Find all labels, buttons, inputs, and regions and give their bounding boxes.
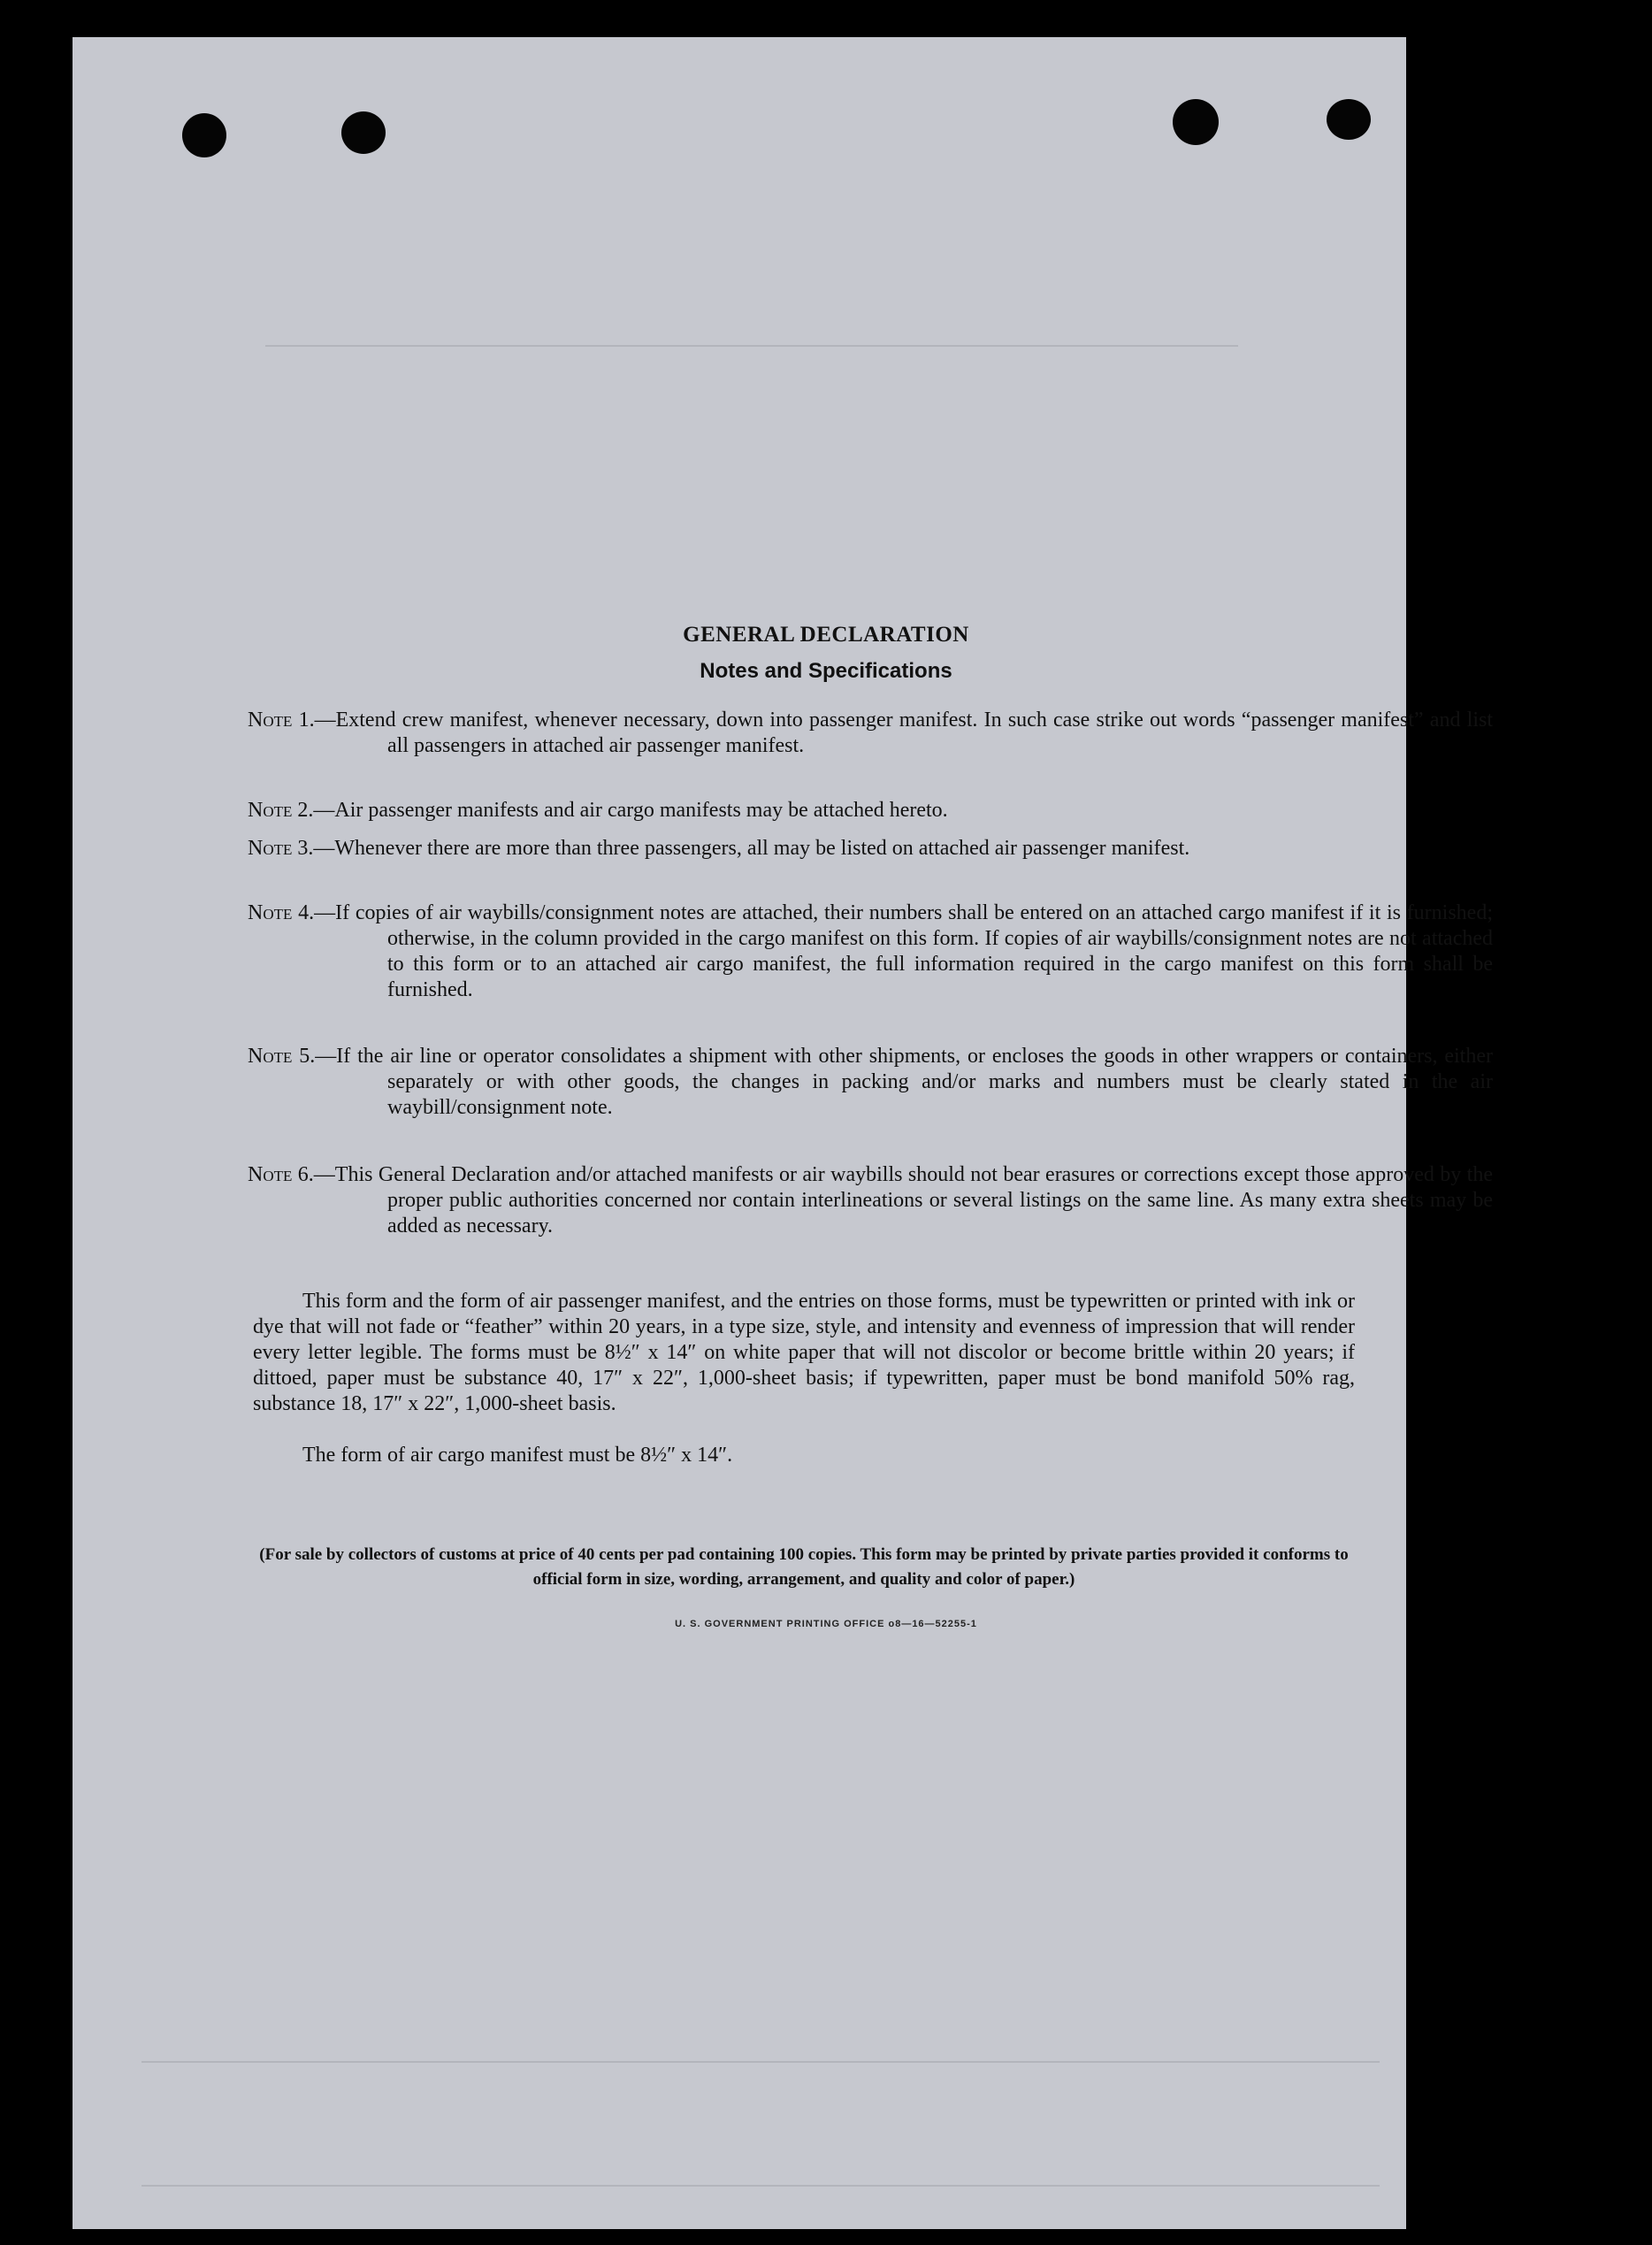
note-1-label: Note 1. bbox=[248, 709, 315, 732]
declaration-subtitle: Notes and Specifications bbox=[700, 659, 952, 683]
note-5-label: Note 5. bbox=[248, 1045, 316, 1068]
note-3-label: Note 3. bbox=[248, 837, 314, 860]
sale-note: (For sale by collectors of customs at price of 40 cents per pad containing 100 copies. This form may be printed by private parties provided it conforms to official form in size, wording, arrangement, and quality and color of paper.) bbox=[259, 1545, 1349, 1589]
note-1-text: —Extend crew manifest, whenever necessary, down into passenger manifest. In such case strike out words “passenger manifest” and list all passengers in attached air passenger manifest. bbox=[314, 709, 1493, 757]
bleed-through-line bbox=[141, 2061, 1380, 2063]
form-specification-paragraph: This form and the form of air passenger manifest, and the entries on those forms, must be typewritten or printed with ink or dye that will not fade or “feather” within 20 years, in a type size, style, and intensity and evenness of impression that will render every letter legible. The forms must be 8½″ x 14″ on white paper that will not discolor or become brittle within 20 years; if dittoed, paper must be substance 40, 17″ x 22″, 1,000-sheet basis; if typewritten, paper must be bond manifold 50% rag, substance 18, 17″ x 22″, 1,000-sheet basis. bbox=[253, 1290, 1355, 1415]
punch-hole-4 bbox=[1327, 99, 1371, 140]
printing-office-imprint: U. S. GOVERNMENT PRINTING OFFICE o8—16—52255-1 bbox=[675, 1619, 977, 1629]
note-2-label: Note 2. bbox=[248, 799, 314, 822]
note-6 bbox=[248, 1162, 1493, 1239]
punch-hole-1 bbox=[182, 113, 226, 157]
note-5-text: —If the air line or operator consolidates a shipment with other shipments, or encloses the goods in other wrappers or containers, either separately or with other goods, the changes in packing and/or marks and numbers must be clearly stated in the air waybill/consignment note. bbox=[315, 1045, 1493, 1119]
note-6-text: —This General Declaration and/or attached manifests or air waybills should not bear erasures or corrections except those approved by the proper public authorities concerned nor contain interlineations or several listings on the same line. As many extra sheets may be added as necessary. bbox=[313, 1163, 1494, 1237]
document-sheet bbox=[73, 37, 1406, 2229]
punch-hole-2 bbox=[341, 111, 386, 154]
bleed-through-line bbox=[265, 345, 1238, 347]
note-4-label: Note 4. bbox=[248, 901, 315, 924]
note-5 bbox=[248, 1044, 1493, 1121]
note-4-text: —If copies of air waybills/consignment notes are attached, their numbers shall be entered on an attached cargo manifest if it is furnished; otherwise, in the column provided in the cargo manifest on this form. If copies of air waybills/consignment notes are not attached to this form or to an attached air cargo manifest, the full information required in the cargo manifest on this form shall be furnished. bbox=[314, 901, 1493, 1001]
note-3-text: —Whenever there are more than three passengers, all may be listed on attached air passenger manifest. bbox=[313, 837, 1190, 860]
torn-edge bbox=[1415, 1414, 1512, 1670]
bleed-through-line bbox=[141, 2185, 1380, 2187]
note-2-text: —Air passenger manifests and air cargo manifests may be attached hereto. bbox=[313, 799, 948, 822]
punch-hole-3 bbox=[1173, 99, 1219, 145]
note-4 bbox=[248, 900, 1493, 1003]
note-3 bbox=[248, 836, 1493, 862]
note-6-label: Note 6. bbox=[248, 1163, 314, 1186]
cargo-manifest-size-note: The form of air cargo manifest must be 8½″ x 14″. bbox=[302, 1444, 733, 1467]
note-1 bbox=[248, 708, 1493, 759]
declaration-title: GENERAL DECLARATION bbox=[683, 623, 969, 647]
note-2 bbox=[248, 798, 1493, 824]
